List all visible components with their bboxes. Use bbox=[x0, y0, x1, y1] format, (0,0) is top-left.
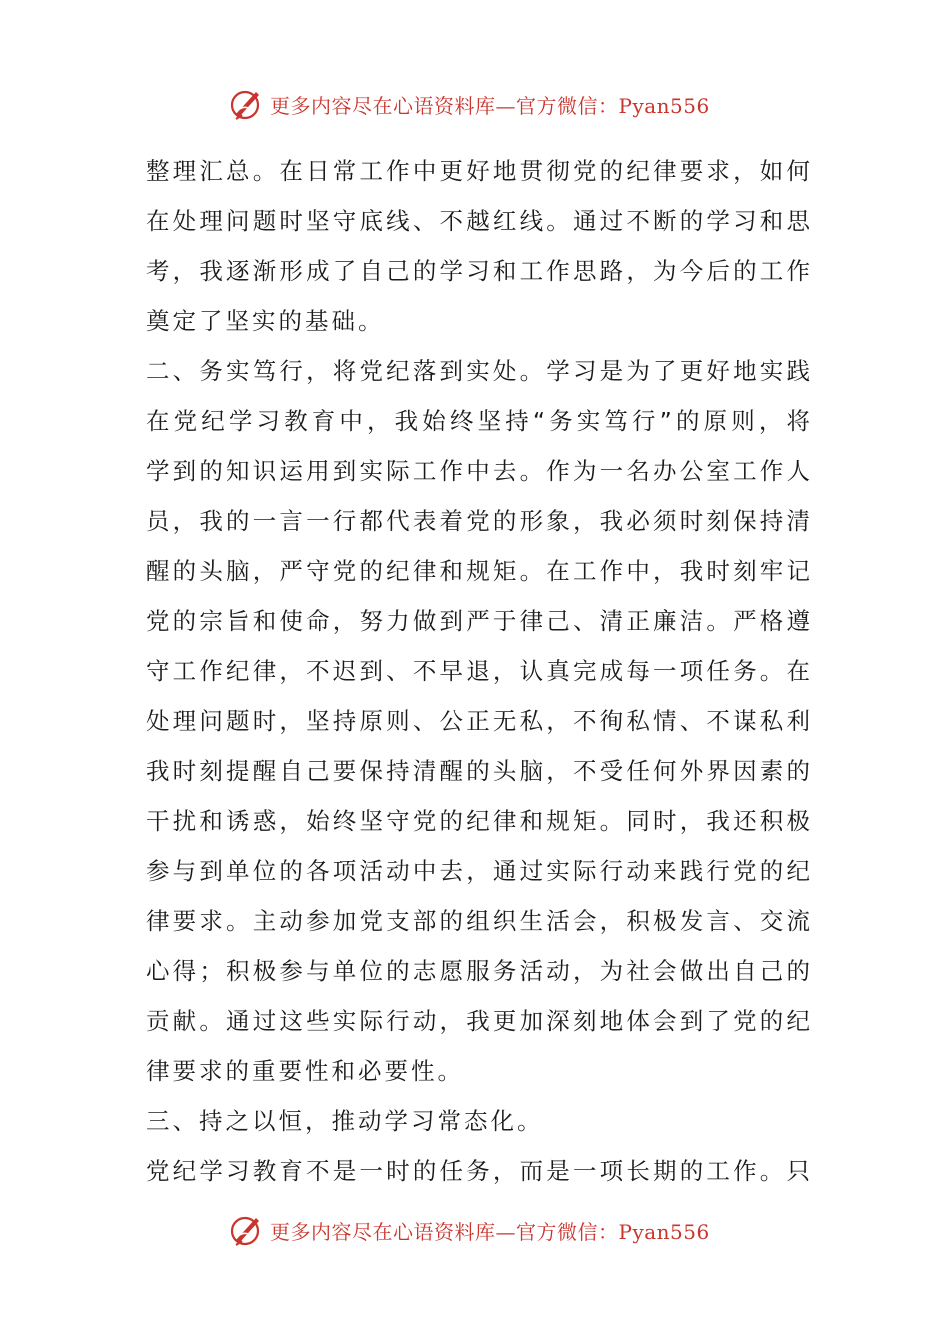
body-line: 处理问题时，坚持原则、公正无私，不徇私情、不谋私利 bbox=[146, 707, 810, 735]
body-line: 律要求。主动参加党支部的组织生活会，积极发言、交流 bbox=[146, 907, 810, 935]
body-line: 贡献。通过这些实际行动，我更加深刻地体会到了党的纪 bbox=[146, 1007, 810, 1035]
header-banner bbox=[228, 84, 710, 124]
footer-banner-text: 更多内容尽在心语资料库—官方微信：Pyan556 bbox=[270, 1219, 710, 1244]
body-line: 在党纪学习教育中，我始终坚持“务实笃行”的原则，将 bbox=[146, 407, 810, 435]
body-line: 我时刻提醒自己要保持清醒的头脑，不受任何外界因素的 bbox=[146, 757, 810, 785]
body-line: 参与到单位的各项活动中去，通过实际行动来践行党的纪 bbox=[146, 857, 810, 885]
body-line: 党纪学习教育不是一时的任务，而是一项长期的工作。只 bbox=[146, 1157, 810, 1185]
body-line: 整理汇总。在日常工作中更好地贯彻党的纪律要求，如何 bbox=[146, 157, 810, 185]
document-body bbox=[146, 146, 810, 1196]
quill-logo-icon bbox=[228, 86, 264, 122]
body-line: 心得；积极参与单位的志愿服务活动，为社会做出自己的 bbox=[146, 957, 810, 985]
header-banner-text: 更多内容尽在心语资料库—官方微信：Pyan556 bbox=[270, 93, 710, 118]
body-line: 奠定了坚实的基础。 bbox=[146, 307, 385, 335]
section-heading: 三、持之以恒，推动学习常态化。 bbox=[146, 1107, 544, 1135]
footer-banner bbox=[228, 1210, 710, 1250]
body-line: 员，我的一言一行都代表着党的形象，我必须时刻保持清 bbox=[146, 507, 810, 535]
body-line: 考，我逐渐形成了自己的学习和工作思路，为今后的工作 bbox=[146, 257, 810, 285]
quill-logo-icon bbox=[228, 1212, 264, 1248]
body-line: 守工作纪律，不迟到、不早退，认真完成每一项任务。在 bbox=[146, 657, 810, 685]
body-line: 学到的知识运用到实际工作中去。作为一名办公室工作人 bbox=[146, 457, 810, 485]
body-line: 干扰和诱惑，始终坚守党的纪律和规矩。同时，我还积极 bbox=[146, 807, 810, 835]
body-line: 律要求的重要性和必要性。 bbox=[146, 1057, 464, 1085]
body-line: 醒的头脑，严守党的纪律和规矩。在工作中，我时刻牢记 bbox=[146, 557, 810, 585]
body-line: 党的宗旨和使命，努力做到严于律己、清正廉洁。严格遵 bbox=[146, 607, 810, 635]
body-line: 在处理问题时坚守底线、不越红线。通过不断的学习和思 bbox=[146, 207, 810, 235]
body-line: 二、务实笃行，将党纪落到实处。学习是为了更好地实践 bbox=[146, 357, 810, 385]
